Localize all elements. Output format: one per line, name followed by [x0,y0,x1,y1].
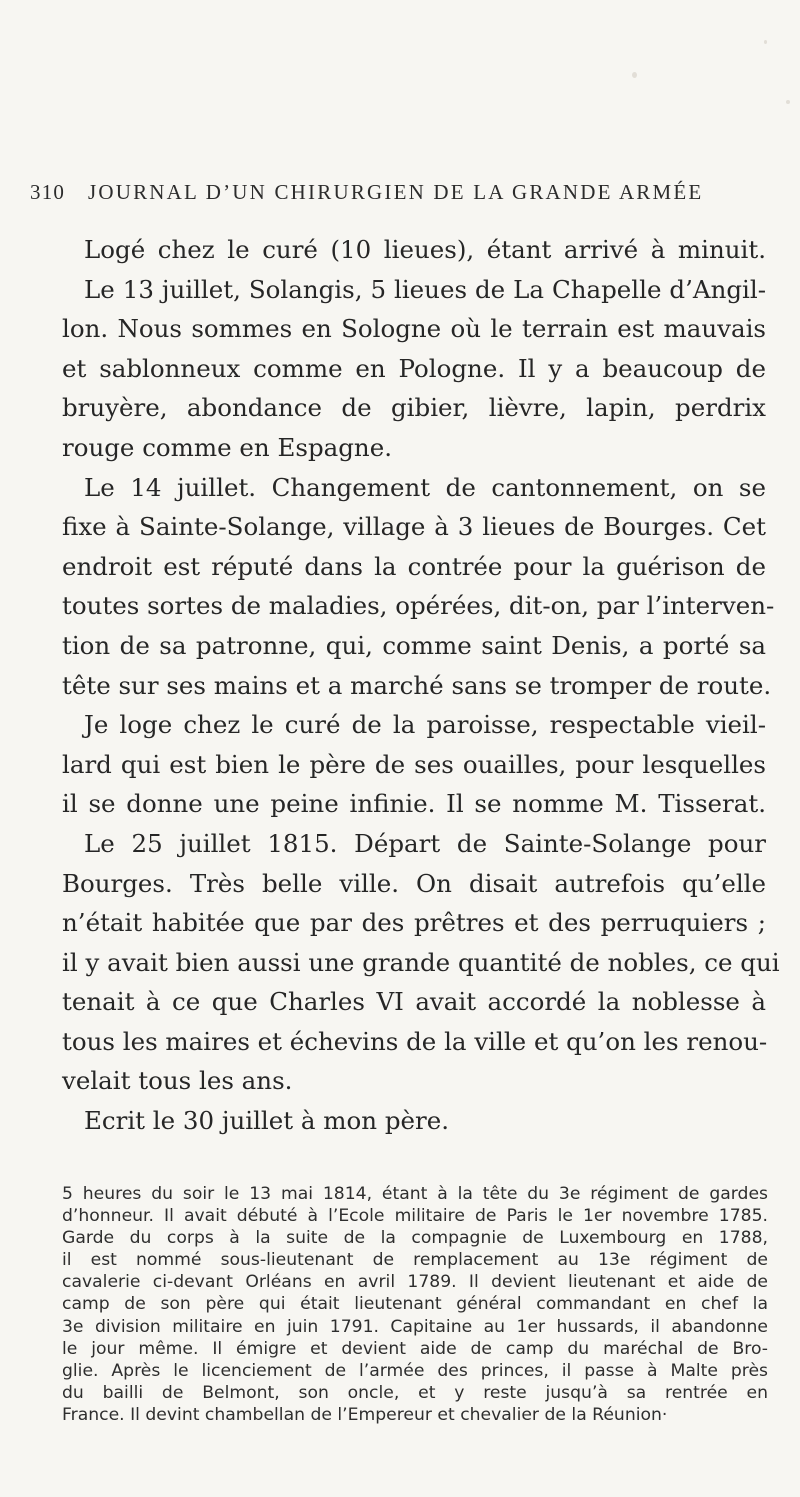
footnote-line: Garde du corps à la suite de la compagnie de Luxembourg en 1788, [62,1228,768,1249]
text-line: Bourges. Très belle ville. On disait autrefois qu’elle [62,868,766,898]
footnote-line: 3e division militaire en juin 1791. Capitaine au 1er hussards, il abandonne [62,1316,768,1337]
footnote-line: d’honneur. Il avait débuté à l’Ecole militaire de Paris le 1er novembre 1785. [62,1206,768,1227]
text-line: tenait à ce que Charles VI avait accordé la noblesse à [62,987,766,1017]
text-line: il y avait bien aussi une grande quantité de nobles, ce qui [62,947,780,977]
text-line: endroit est réputé dans la contrée pour la guérison de [62,551,766,581]
footnote-line: du bailli de Belmont, son oncle, et y reste jusqu’à sa rentrée en [62,1382,768,1403]
text-line: Logé chez le curé (10 lieues), étant arrivé à minuit. [84,235,766,264]
text-line: Je loge chez le curé de la paroisse, respectable vieil- [84,710,766,740]
main-text [62,230,780,1141]
text-line: il se donne une peine infinie. Il se nomme M. Tisserat. [62,789,766,819]
running-title: JOURNAL D’UN CHIRURGIEN DE LA GRANDE ARMÉE [88,180,704,204]
footnote-line: camp de son père qui était lieutenant général commandant en chef la [62,1294,768,1315]
text-line: tous les maires et échevins de la ville et qu’on les renou- [62,1026,768,1056]
paper-spot [632,72,637,78]
text-line: lon. Nous sommes en Sologne où le terrain est mauvais [62,314,766,344]
text-line: lard qui est bien le père de ses ouailles, pour lesquelles [62,749,766,779]
text-line: fixe à Sainte-Solange, village à 3 lieues de Bourges. Cet [62,512,766,542]
footnote-line: cavalerie ci-devant Orléans en avril 1789. Il devient lieutenant et aide de [62,1272,768,1293]
paper-spot [764,40,767,44]
text-line: velait tous les ans. [62,1066,293,1096]
footnote-line: 5 heures du soir le 13 mai 1814, étant à la tête du 3e régiment de gardes [62,1184,768,1204]
footnote-line: il est nommé sous-lieutenant de remplacement au 13e régiment de [62,1250,768,1271]
footnote-line: France. Il devint chambellan de l’Empereur et chevalier de la Réunion· [62,1404,668,1425]
text-line: tion de sa patronne, qui, comme saint Denis, a porté sa [62,630,766,660]
text-line: toutes sortes de maladies, opérées, dit-on, par l’interven- [62,591,775,621]
text-line: Ecrit le 30 juillet à mon père. [84,1106,450,1136]
running-header [30,180,770,212]
text-line: rouge comme en Espagne. [62,432,392,462]
text-line: tête sur ses mains et a marché sans se tromper de route. [62,670,772,700]
text-line: bruyère, abondance de gibier, lièvre, lapin, perdrix [62,393,766,423]
text-line: n’était habitée que par des prêtres et des perruquiers ; [62,908,766,938]
paper-spot [786,100,790,104]
text-line: Le 14 juillet. Changement de cantonnement, on se [84,472,766,502]
text-line: Le 13 juillet, Solangis, 5 lieues de La Chapelle d’Angil- [84,274,766,304]
page-number: 310 [30,180,66,204]
footnote [62,1183,768,1426]
text-line: et sablonneux comme en Pologne. Il y a beaucoup de [62,353,766,383]
text-line: Le 25 juillet 1815. Départ de Sainte-Solange pour [84,828,766,858]
footnote-line: glie. Après le licenciement de l’armée des princes, il passe à Malte près [62,1360,768,1381]
footnote-line: le jour même. Il émigre et devient aide de camp du maréchal de Bro- [62,1338,768,1359]
